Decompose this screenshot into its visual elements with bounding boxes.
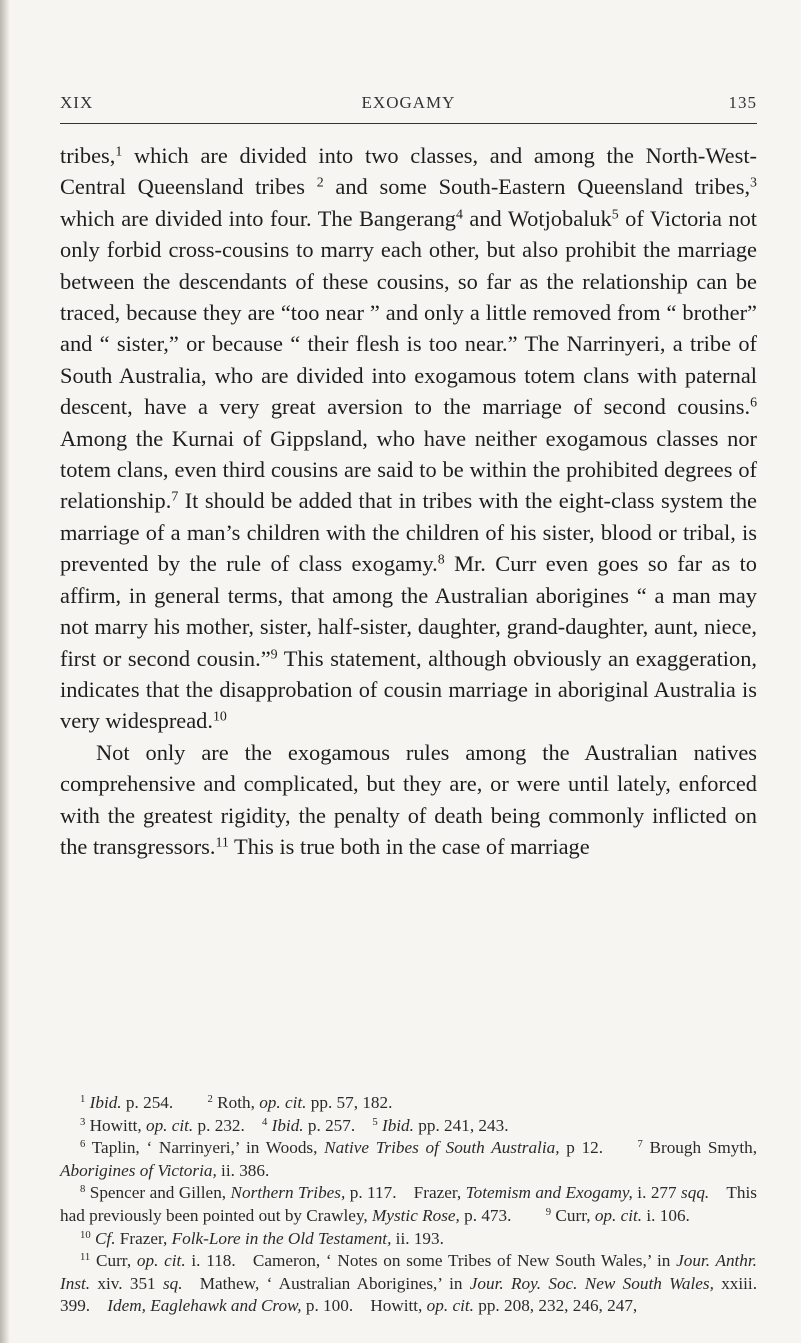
- footnote-ref: 7: [637, 1139, 643, 1151]
- italic-text: op. cit.: [136, 1251, 186, 1271]
- text-run: Frazer,: [115, 1228, 172, 1248]
- text-run: Taplin, ‘ Narrinyeri,’ in Woods,: [85, 1138, 325, 1158]
- text-run: tribes,: [60, 143, 116, 168]
- footnote-line: [60, 1182, 757, 1227]
- italic-text: Ibid.: [271, 1115, 304, 1135]
- text-run: ii. 386.: [216, 1160, 270, 1180]
- text-run: Brough Smyth,: [642, 1138, 758, 1158]
- text-run: p. 232.: [193, 1115, 262, 1135]
- footnote-ref: 1: [115, 144, 123, 160]
- footnote-ref: 1: [80, 1094, 86, 1106]
- page-gutter-shadow: [0, 0, 10, 1343]
- text-run: It should be added that in tribes with the eight-class system the marriage of a man’s children with the children of his sister, blood or tribal, is prevented by the rule of class exogamy.: [60, 488, 757, 577]
- text-run: i. 106.: [642, 1205, 690, 1225]
- italic-text: Jour. Anthr. Inst.: [60, 1251, 757, 1293]
- text-run: and Wotjobaluk: [462, 205, 612, 231]
- chapter-number: XIX: [60, 93, 94, 112]
- text-run: which are divided into four. The Bangerang: [60, 205, 456, 231]
- text-run: pp. 57, 182.: [306, 1093, 393, 1112]
- italic-text: sqq.: [681, 1183, 710, 1203]
- text-run: This statement, although obviously an exaggeration, indicates that the disapprobation of cousin marriage in aboriginal Australia is very widespread.: [60, 645, 757, 734]
- header-rule: [60, 123, 757, 124]
- text-run: i. 277: [632, 1183, 682, 1203]
- text-run: Howitt,: [85, 1115, 146, 1135]
- page-number: 135: [728, 93, 757, 112]
- text-run: This is true both in the case of marriage: [228, 833, 590, 859]
- text-run: pp. 241, 243.: [413, 1115, 509, 1135]
- text-run: ii. 193.: [391, 1228, 444, 1248]
- text-run: p. 473.: [459, 1205, 546, 1225]
- footnote-ref: 2: [316, 175, 324, 191]
- footnote-line: [60, 1115, 757, 1138]
- text-run: Spencer and Gillen,: [85, 1183, 231, 1203]
- text-run: p 12.: [559, 1138, 638, 1158]
- italic-text: op. cit.: [426, 1296, 474, 1316]
- italic-text: sq.: [162, 1273, 183, 1293]
- text-run: Curr,: [551, 1205, 595, 1225]
- footnotes: [60, 1092, 757, 1318]
- footnote-ref: 9: [545, 1207, 552, 1219]
- italic-text: Aborigines of Victoria,: [60, 1160, 217, 1180]
- footnote-line: [60, 1228, 757, 1251]
- running-header: [60, 93, 757, 117]
- footnote-ref: 3: [750, 175, 757, 191]
- italic-text: op. cit.: [259, 1093, 307, 1112]
- footnote-line: [60, 1250, 757, 1318]
- paragraph: [60, 140, 757, 737]
- italic-text: Native Tribes of South Australia,: [324, 1138, 560, 1158]
- italic-text: Mystic Rose,: [372, 1205, 460, 1225]
- footnote-ref: 4: [261, 1116, 268, 1128]
- italic-text: Jour. Roy. Soc. New South Wales,: [469, 1273, 714, 1293]
- chapter-title: EXOGAMY: [361, 93, 456, 112]
- footnote-ref: 4: [456, 207, 463, 223]
- text-run: p. 100. Howitt,: [301, 1296, 427, 1316]
- footnote-ref: 10: [212, 709, 227, 725]
- footnote-ref: 10: [80, 1229, 91, 1241]
- text-run: Mr. Curr even goes so far as to affirm, in general terms, that among the Australian aborigines “ a man may not marry his mother, sister, half-sister, daughter, grand-daughter, aunt, niece, first or second cousin.”: [60, 551, 757, 671]
- paragraph: [60, 737, 757, 863]
- italic-text: Idem, Eaglehawk and Crow,: [107, 1296, 302, 1316]
- footnote-ref: 9: [270, 646, 278, 662]
- body-text: [60, 140, 757, 862]
- text-run: xxiii. 399.: [60, 1273, 758, 1316]
- footnote-ref: 6: [80, 1139, 86, 1151]
- footnote-ref: 2: [207, 1094, 213, 1106]
- footnote-ref: 11: [80, 1252, 91, 1264]
- italic-text: Northern Tribes,: [230, 1183, 346, 1203]
- text-run: This had previously been pointed out by Crawley,: [60, 1183, 757, 1225]
- text-run: p. 254.: [121, 1093, 208, 1112]
- italic-text: op. cit.: [594, 1205, 643, 1225]
- footnote-ref: 5: [372, 1116, 378, 1128]
- footnote-line: [60, 1137, 757, 1182]
- footnote-ref: 6: [750, 395, 757, 411]
- footnote-ref: 7: [171, 489, 179, 505]
- text-run: p. 257.: [303, 1115, 373, 1135]
- text-run: which are divided into two classes, and among the North-West-Central Queensland tribes: [60, 143, 757, 200]
- footnote-line: [60, 1092, 757, 1115]
- italic-text: Ibid.: [381, 1115, 414, 1135]
- italic-text: Ibid.: [89, 1093, 122, 1112]
- text-run: i. 118. Cameron, ‘ Notes on some Tribes of New South Wales,’ in: [185, 1251, 677, 1271]
- footnote-ref: 11: [215, 835, 229, 851]
- text-run: and some South-Eastern Queensland tribes,: [323, 174, 751, 200]
- italic-text: Cf.: [94, 1228, 116, 1248]
- text-run: xiv. 351: [90, 1273, 163, 1293]
- italic-text: op. cit.: [145, 1115, 194, 1135]
- text-run: Mathew, ‘ Australian Aborigines,’ in: [182, 1273, 470, 1293]
- text-run: p. 117. Frazer,: [345, 1183, 466, 1203]
- text-run: pp. 208, 232, 246, 247,: [473, 1296, 638, 1316]
- italic-text: Folk-Lore in the Old Testament,: [171, 1228, 392, 1248]
- italic-text: Totemism and Exogamy,: [465, 1183, 633, 1203]
- text-run: Among the Kurnai of Gippsland, who have neither exogamous classes nor totem clans, even third cousins are said to be within the prohibited degrees of relationship.: [60, 425, 757, 514]
- text-run: Not only are the exogamous rules among the Australian natives comprehensive and complicated, but they are, or were until lately, enforced with the greatest rigidity, the penalty of death being commonly inflicted on the transgressors.: [60, 739, 757, 859]
- text-run: of Victoria not only forbid cross-cousins to marry each other, but also prohibit the marriage between the descendants of these cousins, so far as the relationship can be traced, because they are “too near ” and only a little removed from “ brother” and “ sister,” or because “ their flesh is too near.” The Narrinyeri, a tribe of South Australia, who are divided into exogamous totem clans with paternal descent, have a very great aversion to the marriage of second cousins.: [60, 205, 758, 420]
- footnote-ref: 8: [437, 552, 445, 568]
- footnote-ref: 5: [611, 207, 619, 223]
- footnote-ref: 3: [80, 1116, 86, 1128]
- text-run: Roth,: [212, 1093, 260, 1112]
- footnote-ref: 8: [80, 1184, 86, 1196]
- text-run: Curr,: [90, 1251, 137, 1271]
